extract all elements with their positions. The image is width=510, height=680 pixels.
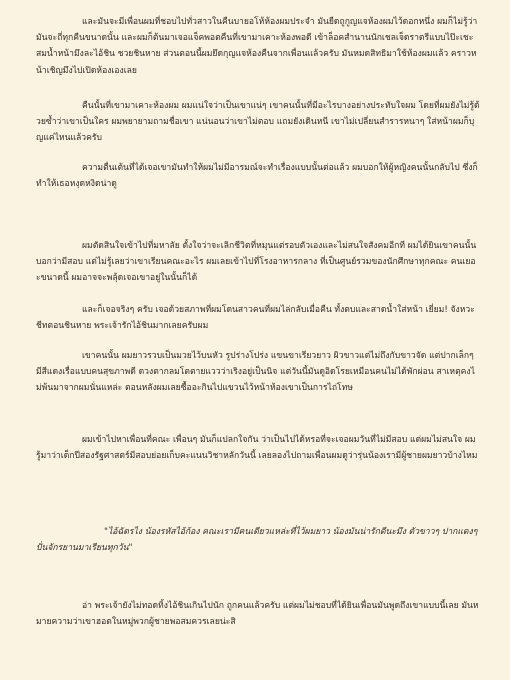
paragraph-1: และมันจะมีเพื่อนผมที่ชอบไปทั่วสาวในคืนบายอโห้ห้องผมประจำ มันยืดถูกูญแจห้องผมไว้ดอกหนึ่ง ผมก็ไม่รู้ว่ามันจะถี่ทุกคืนขนาดนั้น และผมก็ต้นมาเจอแจ็คพอตคืนที่เขามาเคาะห้องพอดี เข้าล็อคสำนานนักเชลเจ็ดราตรีแบบไป๊ะเชะ สมน้ำหน้ามึงละไอ้ชิน ชวยชินหาย ส่วนตอนนี้ผมยึดกุญแจห้องคืนจากเพื่อนแล้วครับ มันหมดสิทธิมาใช้ห้องผมแล้ว คราวหน้าเชิญมึงไปเปิดห้องเองเลย xyxy=(36,17,478,76)
paragraph-4: ผมตัดสินใจเข้าไปที่มหาลัย ตั้งใจว่าจะเลิกชีวิตที่หมุนแต่รอบตัวเองและไม่สนใจสังคมอีกที ผมได้ยินเขาคนนั้นบอกว่ามีสอบ แต่ไม่รู้เลยว่าเขาเรียนคณะอะไร ผมเลยเข้าไปที่โรงอาหารกลาง ที่เป็นศูนย์รวมของนักศึกษาทุกคณะ คนเยอะขนาดนี้ ผมอาจจะพลุ้ดเจอเขาอยู่ในนั้นก็ได้ xyxy=(36,241,477,284)
dialogue-quote: "ไอ้ฉัตรไง น้องรหัสไอ้ก้อง คณะเรามีคนเดียวแหล่ะที่ไว้ผมยาว น้องมันน่ารักดีนะมึง ตัวขาวๆ ปากแดงๆ ปั่นจักรยานมาเรียนทุกวัน" xyxy=(36,527,478,554)
paragraph-5: และก็เจอจริงๆ ครับ เจอด้วยสภาพที่ผมโดนสาวคนที่ผมไล่กลับเมื่อคืน ทั้งตบและสาดน้ำใส่หน้า เยี่ยม! จังหวะชีทตอนชินหาย พระเจ้ารักไอ้ชินมากเลยครับผม xyxy=(36,305,475,332)
paragraph-2: คืนนั้นที่เขามาเคาะห้องผม ผมแน่ใจว่าเป็นเขาแน่ๆ เขาคนนั้นที่มีอะไรบางอย่างประทับใจผม โดยที่ผมยังไม่รู้ด้วยซ้ำว่าเขาเป็นใคร ผมพยายามถามชื่อเขา แน่นอนว่าเขาไม่ตอบ แถมยังเดินหนี เขาไม่เปลี่ยนสำรารหนาๆ ใส่หน้าผมก็บุญแค่ไหนแล้วครับ xyxy=(36,101,480,144)
paragraph-6: เขาคนนั้น ผมยาวรวบเป็นมวยไว้บนหัว รูปร่างโปร่ง แขนขาเรียวยาว ผิวขาวแต่ไม่ถึงกับขาวจัด แต่ปากเล็กๆ มีสีแดงเรื่อแบบคนสุขภาพดี ดวงตากลมโตตายแววว่าเริงอยู่เป็นนิจ แต่วันนี้มันดูอิดโรยเหมือนคนไม่ได้พักผ่อน สาเหตุคงไม่พ้นมาจากผมนั่นแหล่ะ ตอนหลังผมเลยซื้ออะกินไปแขวนไว้หน้าห้องเขาเป็นการไถ่โทษ xyxy=(36,351,475,394)
paragraph-9: อ่า พระเจ้ายังไม่ทอดทิ้งไอ้ชินเกินไปนัก ถูกคนแล้วครับ แต่ผมไม่ชอบที่ได้ยินเพื่อนมันพูดถึงเขาแบบนี้เลย มันหมายความว่าเขาฮอตในหมู่พวกผู้ชายพอสมควรเลยน่ะสิ xyxy=(36,601,479,628)
paragraph-3: ความตื่นเต้นที่ได้เจอเขามันทำให้ผมไม่มีอารมณ์จะทำเรื่องแบบนั้นต่อแล้ว ผมบอกให้ผู้หญิงคนนั้นกลับไป ซึ่งก็ทำให้เธอหงุดหงิดน่าดู xyxy=(36,163,478,190)
paragraph-7: ผมเข้าไปหาเพื่อนที่คณะ เพื่อนๆ มันก็แปลกใจกัน ว่าเป็นไปได้หรอที่จะเจอผมวันที่ไม่มีสอบ แต่ผมไม่สนใจ ผมรู้มาว่าเด็กปีสองรัฐศาสตร์มีสอบย่อยเก็บคะแนนวิชาหลักวันนี้ เลยลองไปถามเพื่อนผมดูว่ารุ่นน้องเรามีผู้ชายผมยาวบ้างไหม xyxy=(36,435,478,462)
